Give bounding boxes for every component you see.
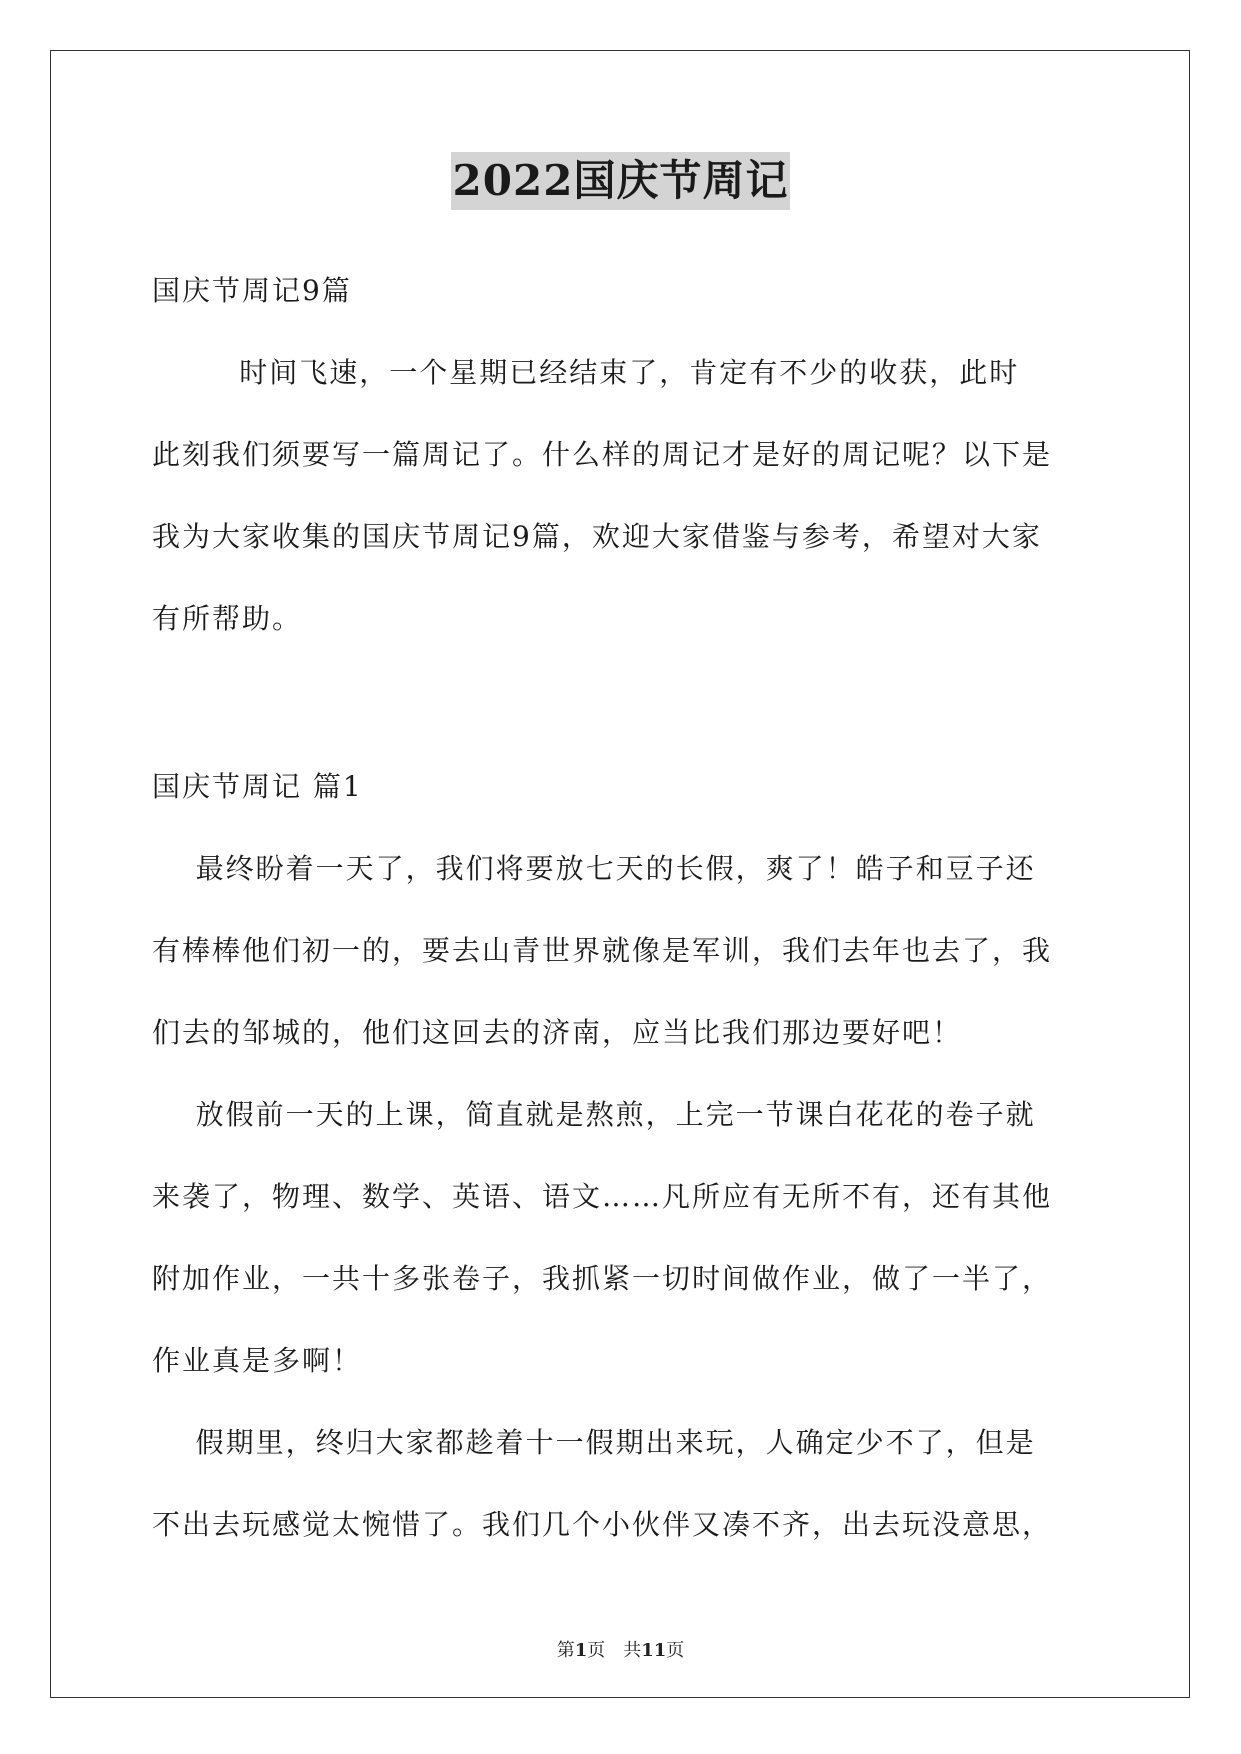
body-line: 最终盼着一天了，我们将要放七天的长假，爽了！皓子和豆子还 — [152, 852, 1036, 885]
body-line: 作业真是多啊！ — [152, 1344, 363, 1377]
page-current: 1 — [574, 1640, 588, 1661]
page-total: 11 — [641, 1640, 667, 1661]
body-line: 不出去玩感觉太惋惜了。我们几个小伙伴又凑不齐，出去玩没意思， — [152, 1508, 1053, 1541]
page-label-prefix: 第 — [556, 1640, 575, 1661]
blank-line — [152, 660, 1092, 746]
body-line: 放假前一天的上课，简直就是熬煎，上完一节课白花花的卷子就 — [152, 1098, 1036, 1131]
title-container — [0, 152, 1241, 210]
body-line: 假期里，终归大家都趁着十一假期出来玩，人确定少不了，但是 — [152, 1426, 1036, 1459]
page-label-mid: 页 共 — [587, 1640, 642, 1661]
section-heading: 国庆节周记 篇1 — [152, 770, 363, 803]
body-line: 来袭了，物理、数学、英语、语文……凡所应有无所不有，还有其他 — [152, 1180, 1053, 1213]
section-heading: 国庆节周记9篇 — [152, 274, 352, 307]
body-line: 此刻我们须要写一篇周记了。什么样的周记才是好的周记呢？以下是 — [152, 438, 1053, 471]
page-label-suffix: 页 — [666, 1640, 685, 1661]
body-line: 附加作业，一共十多张卷子，我抓紧一切时间做作业，做了一半了， — [152, 1262, 1053, 1295]
body-line: 有所帮助。 — [152, 602, 303, 635]
page-footer — [0, 1636, 1241, 1662]
document-title: 2022国庆节周记 — [451, 152, 791, 210]
body-line: 有棒棒他们初一的，要去山青世界就像是军训，我们去年也去了，我 — [152, 934, 1053, 967]
body-line: 时间飞速，一个星期已经结束了，肯定有不少的收获，此时 — [152, 356, 1020, 389]
document-body — [152, 250, 1092, 1566]
body-line: 我为大家收集的国庆节周记9篇，欢迎大家借鉴与参考，希望对大家 — [152, 520, 1042, 553]
body-line: 们去的邹城的，他们这回去的济南，应当比我们那边要好吧！ — [152, 1016, 963, 1049]
